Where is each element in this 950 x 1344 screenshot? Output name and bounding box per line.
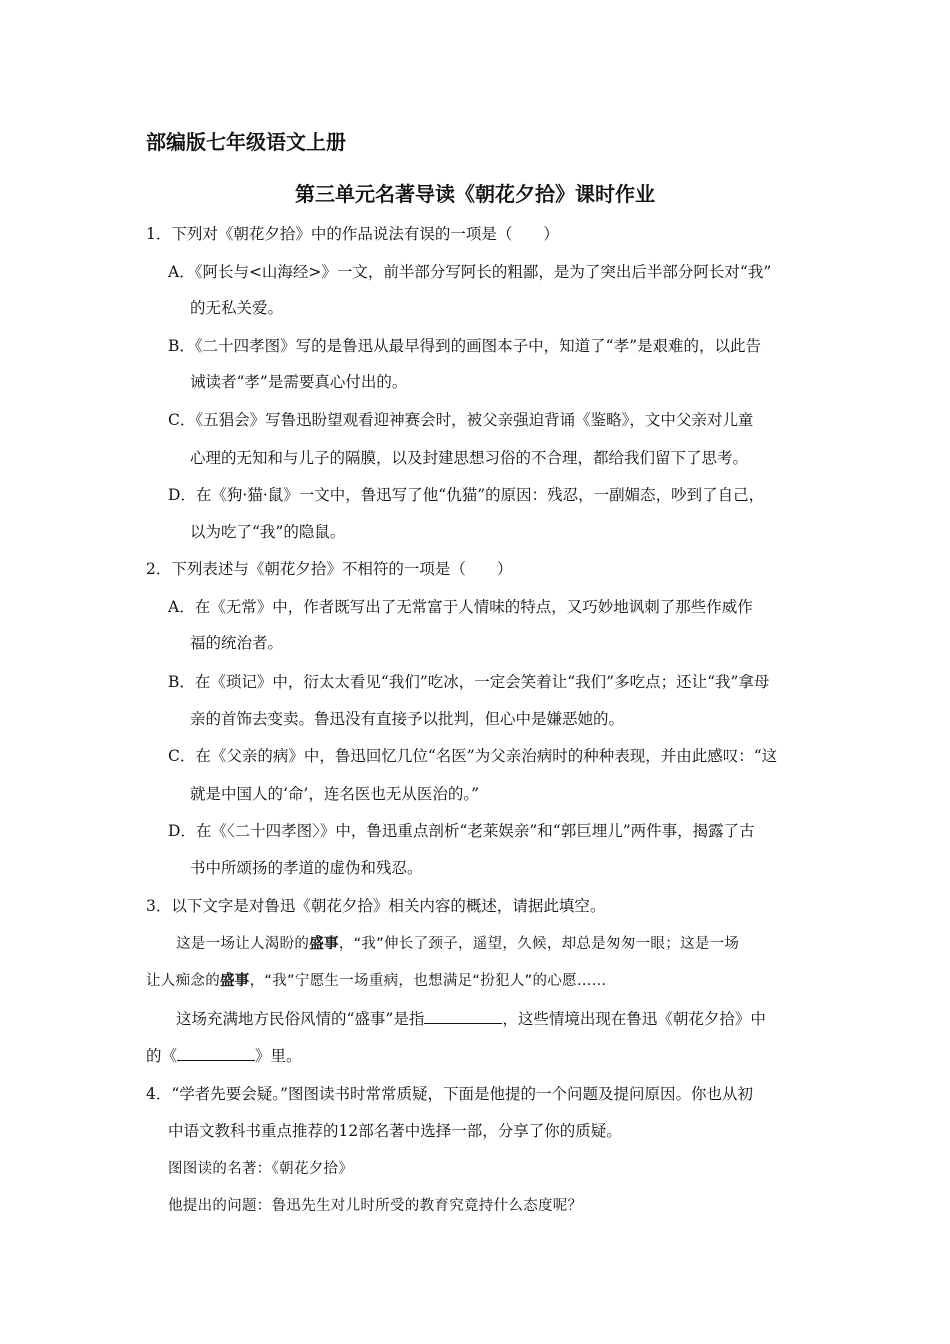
q2-option-d-line1: D．在《〈二十四孝图〉》中，鲁迅重点剖析“老莱娱亲”和“郭巨埋儿”两件事，揭露了古 (168, 822, 755, 840)
q3-blank-event[interactable] (424, 1009, 502, 1024)
document-title: 第三单元名著导读《朝花夕拾》课时作业 (295, 182, 655, 206)
q3-quote-line2: 让人痴念的盛事，“我”宁愿生一场重病，也想满足“扮犯人”的心愿…… (146, 973, 607, 989)
q1-option-b-line2: 诫读者“孝”是需要真心付出的。 (190, 373, 408, 391)
q4-stem-line1: 4．“学者先要会疑。”图图读书时常常质疑，下面是他提的一个问题及提问原因。你也从初 (146, 1085, 753, 1103)
document-header: 部编版七年级语文上册 (146, 130, 346, 154)
q3-stem: 3．以下文字是对鲁迅《朝花夕拾》相关内容的概述，请据此填空。 (146, 897, 606, 915)
q1-option-c-line2: 心理的无知和与儿子的隔膜，以及封建思想习俗的不合理，都给我们留下了思考。 (190, 449, 749, 467)
q2-stem: 2．下列表述与《朝花夕拾》不相符的一项是（ ） (146, 560, 513, 578)
q4-question-line: 他提出的问题：鲁迅先生对儿时所受的教育究竟持什么态度呢？ (168, 1198, 583, 1214)
q4-stem-line2: 中语文教科书重点推荐的12部名著中选择一部，分享了你的质疑。 (168, 1122, 622, 1140)
q1-stem: 1．下列对《朝花夕拾》中的作品说法有误的一项是（ ） (146, 225, 559, 243)
q3-fill-line2: 的《 》里。 (146, 1047, 302, 1065)
q1-option-a-line2: 的无私关爱。 (190, 299, 284, 317)
q1-option-c-line1: C．《五猖会》写鲁迅盼望观看迎神赛会时，被父亲强迫背诵《鉴略》，文中父亲对儿童 (168, 411, 754, 429)
q1-option-d-line2: 以为吃了“我”的隐鼠。 (190, 523, 346, 541)
q2-option-d-line2: 书中所颂扬的孝道的虚伪和残忍。 (190, 859, 423, 877)
q3-blank-title[interactable] (177, 1046, 255, 1061)
q2-option-c-line1: C．在《父亲的病》中，鲁迅回忆几位“名医”为父亲治病时的种种表现，并由此感叹：“这 (168, 747, 778, 765)
q2-option-a-line2: 福的统治者。 (190, 634, 284, 652)
q3-fill-line1: 这场充满地方民俗风情的“盛事”是指 ，这些情境出现在鲁迅《朝花夕拾》中 (176, 1010, 766, 1028)
q4-book-line: 图图读的名著：《朝花夕拾》 (168, 1161, 354, 1177)
q2-option-b-line1: B．在《琐记》中，衍太太看见“我们”吃冰，一定会笑着让“我们”多吃点；还让“我”拿母 (168, 673, 770, 691)
q3-quote-line1: 这是一场让人渴盼的盛事，“我”伸长了颈子，遥望，久候，却总是匆匆一眼；这是一场 (176, 936, 740, 952)
q1-option-b-line1: B．《二十四孝图》写的是鲁迅从最早得到的画图本子中，知道了“孝”是艰难的，以此告 (168, 337, 761, 355)
q1-option-a-line1: A．《阿长与<山海经>》一文，前半部分写阿长的粗鄙，是为了突出后半部分阿长对“我” (168, 263, 772, 281)
q1-option-d-line1: D．在《狗·猫·鼠》一文中，鲁迅写了他“仇猫”的原因：残忍，一副媚态，吵到了自己， (168, 486, 765, 504)
q2-option-a-line1: A．在《无常》中，作者既写出了无常富于人情味的特点，又巧妙地讽刺了那些作威作 (168, 598, 753, 616)
q2-option-b-line2: 亲的首饰去变卖。鲁迅没有直接予以批判，但心中是嫌恶她的。 (190, 710, 625, 728)
q2-option-c-line2: 就是中国人的‘命’，连名医也无从医治的。” (190, 785, 480, 803)
